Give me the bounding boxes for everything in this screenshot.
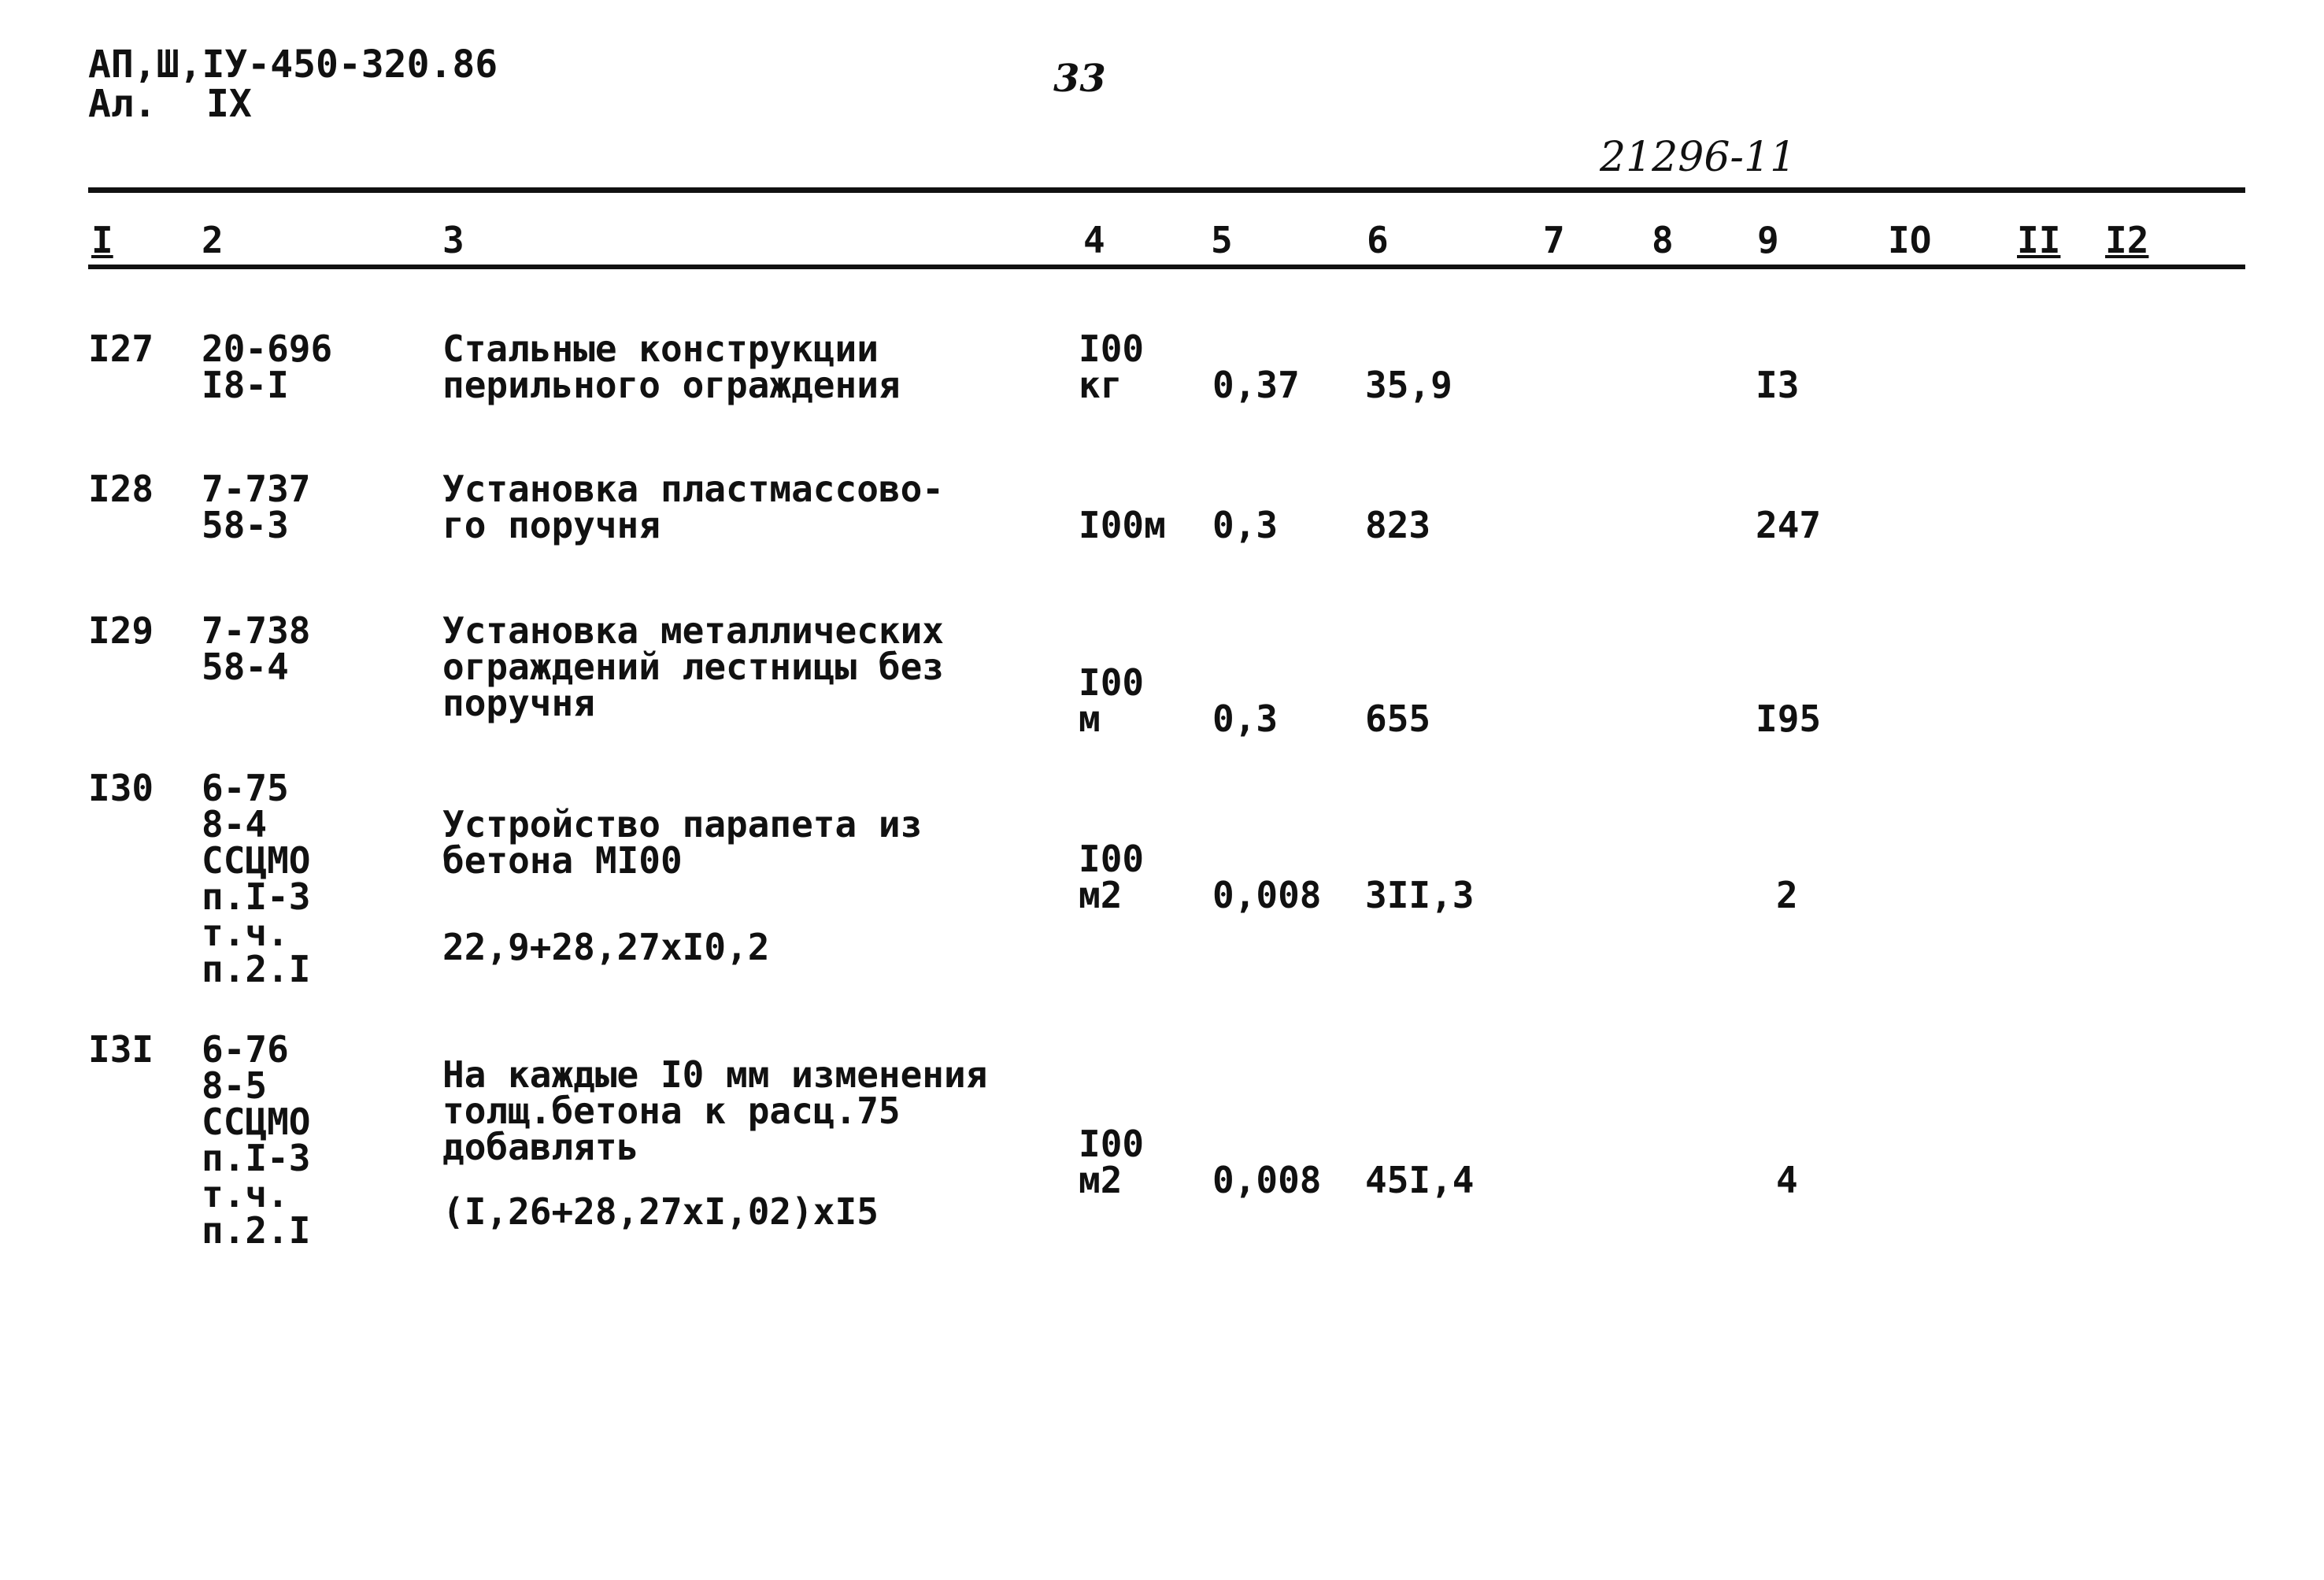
unit-line: I00	[1079, 1123, 1145, 1165]
code-line: 6-76	[202, 1028, 289, 1071]
description-line: поручня	[442, 682, 595, 724]
col-header-4: 4	[1083, 219, 1105, 261]
description-line: Установка пластмассово-	[442, 468, 944, 510]
unit-line: I00м	[1079, 504, 1166, 546]
code-line: 58-4	[202, 646, 289, 688]
row-codes	[202, 1028, 311, 1252]
description-line: перильного ограждения	[442, 364, 901, 406]
row-codes	[202, 327, 333, 406]
code-line: 58-3	[202, 504, 289, 546]
row-quantity: 0,008	[1212, 1159, 1322, 1201]
row-number: I27	[88, 327, 154, 370]
col-header-1: I	[91, 219, 113, 261]
row-total: I95	[1756, 697, 1822, 740]
row-formula: (I,26+28,27хI,02)хI5	[442, 1190, 879, 1233]
row-description	[442, 609, 944, 724]
code-line: 7-738	[202, 609, 311, 652]
row-number: I3I	[88, 1028, 154, 1071]
row-quantity: 0,3	[1212, 697, 1279, 740]
page-number: 33	[1053, 57, 1106, 101]
description-line: толщ.бетона к расц.75	[442, 1090, 901, 1132]
row-price: 655	[1365, 697, 1431, 740]
row-price: 45I,4	[1365, 1159, 1475, 1201]
row-price: 823	[1365, 504, 1431, 546]
description-line: ограждений лестницы без	[442, 646, 944, 688]
unit-line: I00	[1079, 661, 1145, 704]
row-unit	[1079, 1123, 1145, 1201]
header-top-rule	[88, 187, 2245, 193]
unit-line: кг	[1079, 364, 1123, 406]
code-line: п.2.I	[202, 1209, 311, 1252]
row-quantity: 0,3	[1212, 504, 1279, 546]
row-total: 4	[1776, 1159, 1798, 1201]
row-total: 247	[1756, 504, 1822, 546]
code-line: 20-696	[202, 327, 333, 370]
row-codes	[202, 609, 311, 688]
row-description	[442, 468, 944, 546]
col-header-8: 8	[1652, 219, 1674, 261]
row-quantity: 0,008	[1212, 874, 1322, 916]
description-line: го поручня	[442, 504, 661, 546]
unit-line: м	[1079, 697, 1101, 740]
row-formula: 22,9+28,27хI0,2	[442, 926, 770, 968]
code-line: ССЦМО	[202, 839, 311, 882]
unit-line: м2	[1079, 874, 1123, 916]
handwritten-number: 21296-11	[1600, 134, 1797, 181]
row-price: 3II,3	[1365, 874, 1475, 916]
doc-code-line2-value: IX	[206, 82, 252, 126]
col-header-2: 2	[202, 219, 224, 261]
code-line: т.ч.	[202, 1173, 289, 1216]
description-line: Устройство парапета из	[442, 803, 923, 846]
description-line: бетона МI00	[442, 839, 683, 882]
row-number: I30	[88, 767, 154, 809]
row-total: I3	[1756, 364, 1800, 406]
description-line: Стальные конструкции	[442, 327, 879, 370]
description-line: На каждые I0 мм изменения	[442, 1053, 988, 1096]
unit-line: м2	[1079, 1159, 1123, 1201]
col-header-7: 7	[1543, 219, 1565, 261]
row-unit	[1079, 661, 1145, 740]
row-number: I29	[88, 609, 154, 652]
row-price: 35,9	[1365, 364, 1452, 406]
row-unit	[1079, 838, 1145, 916]
row-quantity: 0,37	[1212, 364, 1300, 406]
row-description	[442, 1053, 988, 1168]
code-line: ССЦМО	[202, 1101, 311, 1143]
code-line: 6-75	[202, 767, 289, 809]
description-line: Установка металлических	[442, 609, 944, 652]
code-line: п.I-3	[202, 1137, 311, 1179]
col-header-12: I2	[2105, 219, 2149, 261]
description-line: добавлять	[442, 1126, 639, 1168]
row-total: 2	[1776, 874, 1798, 916]
col-header-6: 6	[1367, 219, 1389, 261]
row-description	[442, 327, 901, 406]
row-unit	[1079, 504, 1166, 546]
row-number: I28	[88, 468, 154, 510]
code-line: п.I-3	[202, 875, 311, 918]
row-description	[442, 803, 923, 882]
unit-line: I00	[1079, 838, 1145, 880]
row-codes	[202, 767, 311, 990]
code-line: п.2.I	[202, 948, 311, 990]
header-bottom-rule	[88, 265, 2245, 269]
col-header-9: 9	[1757, 219, 1779, 261]
unit-line: I00	[1079, 327, 1145, 370]
col-header-5: 5	[1211, 219, 1233, 261]
code-line: 7-737	[202, 468, 311, 510]
code-line: т.ч.	[202, 912, 289, 954]
code-line: I8-I	[202, 364, 289, 406]
code-line: 8-4	[202, 803, 268, 846]
col-header-10: IO	[1888, 219, 1932, 261]
row-codes	[202, 468, 311, 546]
col-header-11: II	[2017, 219, 2061, 261]
doc-code-line1: АП,Ш,IУ-450-320.86	[88, 43, 498, 87]
col-header-3: 3	[442, 219, 464, 261]
row-unit	[1079, 327, 1145, 406]
doc-code-line2-label: Ал.	[88, 82, 157, 126]
code-line: 8-5	[202, 1064, 268, 1107]
